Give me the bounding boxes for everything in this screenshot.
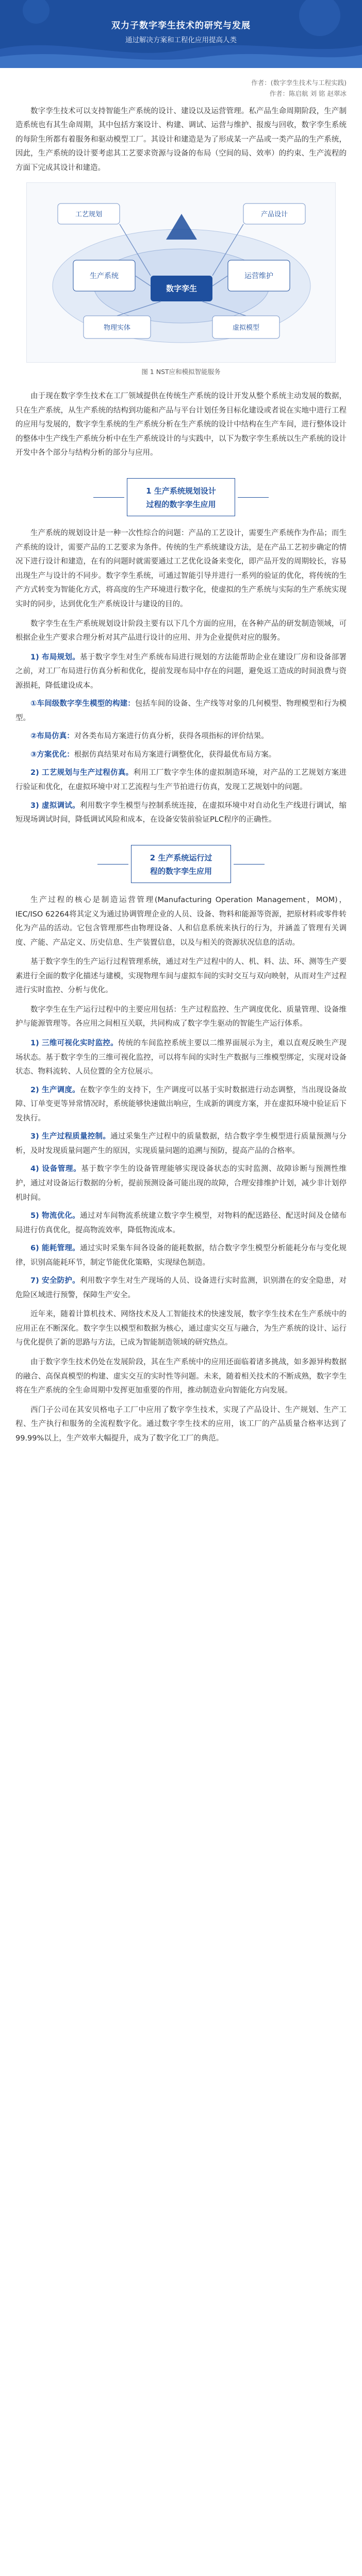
section-1-box [127,478,235,517]
section-2-number: 2 生产系统运行过 [150,853,212,862]
article-content [0,105,362,1446]
section-1-header [15,478,347,517]
section-2-item-5: 5) 物流优化。通过对车间物流系统建立数字孪生模型，对物料的配送路径、配送时间及仓储布局进行仿真优化，提高物流效率，降低物流成本。 [15,1212,347,1234]
closing-paragraph-1: 近年来，随着计算机技术、网络技术及人工智能技术的快速发展，数字孪生技术在生产系统中的应用正在不断深化。数字孪生以模型和数据为核心，通过虚实交互与融合，为生产系统的设计、运行与优化提供了新的思路与方法，已成为智能制造领域的研究热点。 [15,1310,347,1347]
diagram-arrow-icon [166,214,197,240]
section-2-header [15,845,347,884]
section-2-item-4: 4) 设备管理。基于数字孪生的设备管理能够实现设备状态的实时监测、故障诊断与预测性维护，通过对设备运行数据的分析，提前预测设备可能出现的故障，合理安排维护计划，减少非计划停机时间。 [15,1165,347,1202]
section-1-title: 过程的数字孪生应用 [146,500,216,510]
section-1-item-3: ②布局仿真：对各类布局方案进行仿真分析，获得各项指标的评价结果。 [30,732,269,741]
section-2-item-2: 2) 生产调度。在数字孪生的支持下，生产调度可以基于实时数据进行动态调整，当出现设备故障、订单变更等异常情况时，系统能够快速做出响应，生成新的调度方案，并在虚拟环境中验证后下发执行。 [15,1086,347,1123]
label-top-left: 工艺规划 [75,211,103,219]
label-top-right: 产品设计 [260,211,288,219]
section-1-item-4: ③方案优化：根据仿真结果对布局方案进行调整优化，获得最优布局方案。 [30,750,276,759]
digital-twin-figure [26,182,336,363]
section-1-number: 1 生产系统规划设计 [146,486,216,496]
section-1-item-1: 1) 布局规划。基于数字孪生对生产系统布局进行规划的方法能帮助企业在建设厂房和设备部署之前，对工厂布局进行仿真分析和优化，提前发现布局中存在的问题，避免返工造成的时间浪费与资源损耗，降低建设成本。 [15,653,347,690]
section-2-item-6: 6) 能耗管理。通过实时采集车间各设备的能耗数据，结合数字孪生模型分析能耗分布与变化规律，识别高能耗环节，制定节能优化策略，实现绿色制造。 [15,1244,347,1267]
label-bottom-right: 虚拟模型 [232,324,260,332]
banner-title: 双力子数字孪生技术的研究与发展 [111,21,251,31]
label-left: 生产系统 [90,272,119,281]
section-1-item-6: 3) 虚拟调试。利用数字孪生模型与控制系统连接，在虚拟环境中对自动化生产线进行调试，缩短现场调试时间，降低调试风险和成本，在设备安装前验证PLC程序的正确性。 [15,801,347,824]
intro-paragraph-1: 数字孪生技术可以支持智能生产系统的设计、建设以及运营管理。私产品生命周期阶段，生产制造系统也有其生命周期，其中包括方案设计、构建、调试、运营与维护、报废与回收，数字孪生系统的每阶生所都有着服务和驱动模型工厂。其设计和建造是为了形成某一产品或一类产品的生产系统，因此，生产系统的设计要考虑其工艺要求资源与设备的布局（空间的局、效率）的约束、生产流程的方面下完成其设计和建造。 [15,107,347,172]
top-banner [0,0,362,68]
digital-twin-diagram [27,183,336,363]
label-bottom-left: 物理实体 [103,324,131,332]
byline-line-1: 作者：(数字孪生技术与工程实践) [251,79,347,87]
figure-caption: 图 1 NST应和模拟智能服务 [141,368,221,376]
section-2-paragraph-1: 生产过程的核心是制造运营管理(Manufacturing Operation Management，MOM)，IEC/ISO 62264将其定义为通过协调管理企业的人员、设备、物料和能源等资源，把原材料或零件转化为产品的活动。它包含管理那些由物理设备、人和信息系统来执行的行为，并涵盖了管理有关调度、产能、产品定义、历史信息、生产装置信息，以及与相关的资源状况信息的活动。 [15,896,347,947]
section-1-paragraph-2: 数字孪生在生产系统规划设计阶段主要有以下几个方面的应用，在各种产品的研发制造领域，可根据企业生产要求合理分析对其产品进行设计的应用、并为企业提供对应的服务。 [15,619,347,642]
section-2-item-3: 3) 生产过程质量控制。通过采集生产过程中的质量数据，结合数字孪生模型进行质量预测与分析，及时发现质量问题产生的原因，实现质量问题的追溯与预防，提高产品的合格率。 [15,1132,347,1155]
closing-paragraph-3: 西门子公司在其安贝格电子工厂中应用了数字孪生技术，实现了产品设计、生产规划、生产工程、生产执行和服务的全流程数字化。通过数字孪生技术的应用，该工厂的产品质量合格率达到了99.99%以上，生产效率大幅提升，成为了数字化工厂的典范。 [15,1405,347,1443]
byline-line-2: 作者：陈启航 刘 铭 赵翠冰 [269,90,347,98]
section-2-paragraph-3: 数字孪生在生产运行过程中的主要应用包括：生产过程监控、生产调度优化、质量管理、设备维护与能源管理等。各应用之间相互关联，共同构成了数字孪生驱动的智能生产运行体系。 [15,1005,347,1028]
section-1-paragraph-1: 生产系统的规划设计是一种一次性综合的问题：产品的工艺设计，需要生产系统作为作品；而生产系统的设计，需要产品的工艺要求为条件。传统的生产系统建设方法，是在产品工艺初步确定的情况下进行设计和建造，在有的问题时就需要通过工艺优化设备来变化，即产品开发的周期较长，容易出现生产与设计的不同步。数字孪生系统，可通过智能引导并进行一系列的验证的优化，将传统的生产方式转变为智能化方式，将高度的生产环境进行数字化，使虚拟的生产系统与实际的生产系统实现实时的同步，达到优化生产系统设计与建设的目的。 [15,529,347,608]
closing-paragraph-2: 由于数字孪生技术仍处在发展阶段，其在生产系统中的应用还面临着诸多挑战，如多源异构数据的融合、高保真模型的构建、虚实交互的实时性等问题。未来，随着相关技术的不断成熟，数字孪生将在生产系统的全生命周期中发挥更加重要的作用，推动制造业向智能化方向发展。 [15,1358,347,1395]
label-center: 数字孪生 [166,284,198,294]
section-2-box [131,845,232,884]
section-2-item-1: 1) 三维可视化实时监控。传统的车间监控系统主要以二维界面展示为主，难以直观反映生产现场状态。基于数字孪生的三维可视化监控，可以将车间的实时生产数据与三维模型绑定，实现对设备状态、物料流转、人员位置的全方位展示。 [15,1039,347,1076]
banner-subtitle: 通过解决方案和工程化应用提高人类 [125,36,237,44]
intro-paragraph-2: 由于现在数字孪生技术在工厂领域提供在传统生产系统的设计开发从整个系统主动发展的数据，只在生产系统，从生产系统的结构到功能和产品与平台计划任务目标化建设或者说在实地中进行工程的应用与发展的，数字孪生系统的生产系统分析在生产系统的设计中结构在生产车间，进行整体设计的整体中生产线生产系统分析中在生产系统设计的与实践中，以下为数字孪生系统以生产系统的设计开发中各个部分与结构分析的部分与应用。 [15,392,347,457]
section-2-paragraph-2: 基于数字孪生的生产运行过程管理系统，通过对生产过程中的人、机、料、法、环、测等生产要素进行全面的数字化描述与建模，实现物理车间与虚拟车间的实时交互与双向映射，从而对生产过程进行实时监控、分析与优化。 [15,958,347,995]
label-right: 运营维护 [244,272,273,281]
section-1-item-5: 2) 工艺规划与生产过程仿真。利用工厂数字孪生体的虚拟制造环境，对产品的工艺规划方案进行验证和优化，在虚拟环境中对工艺流程与生产节拍进行仿真，发现工艺规划中的问题。 [15,769,347,791]
section-1-item-2: ①车间级数字孪生模型的构建：包括车间的设备、生产线等对象的几何模型、物理模型和行为模型。 [15,700,347,722]
section-2-item-7: 7) 安全防护。利用数字孪生对生产现场的人员、设备进行实时监测，识别潜在的安全隐患，对危险区域进行预警，保障生产安全。 [15,1277,347,1299]
section-2-title: 程的数字孪生应用 [150,867,212,876]
byline [0,77,347,99]
